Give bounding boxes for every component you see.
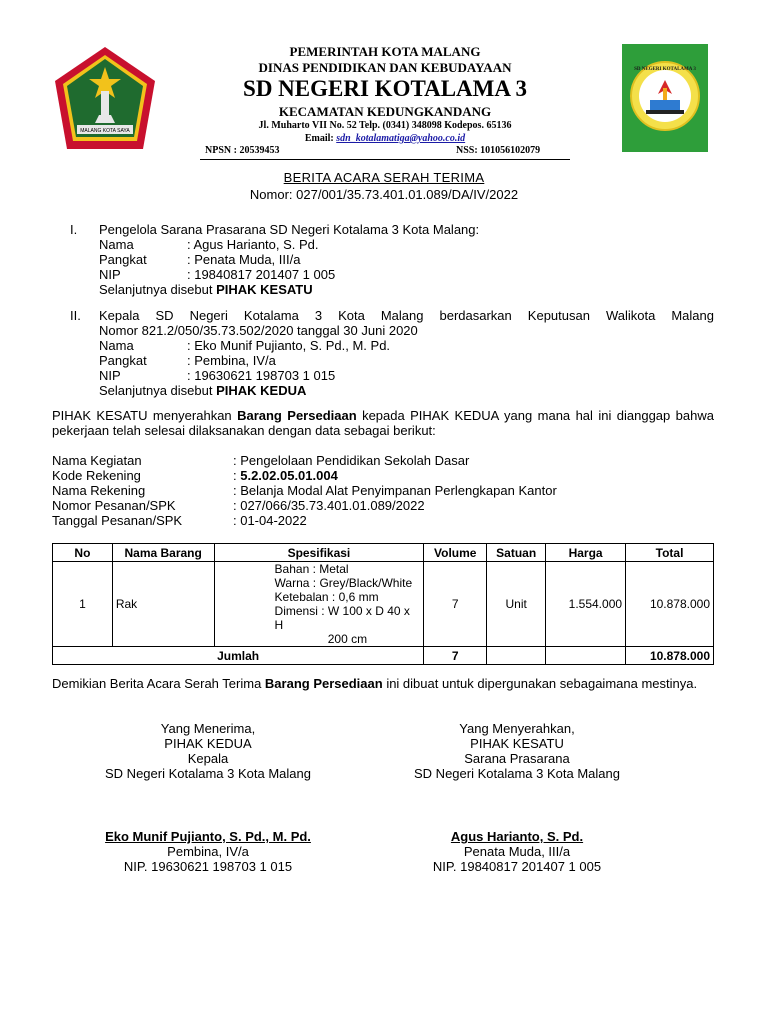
party1-intro: Pengelola Sarana Prasarana SD Negeri Kotalama 3 Kota Malang: xyxy=(99,222,480,237)
party1-rank-value: : Penata Muda, III/a xyxy=(187,252,301,267)
spec-line: 200 cm xyxy=(327,632,368,646)
sum-label: Jumlah xyxy=(53,647,424,665)
items-table xyxy=(52,543,714,665)
svg-text:SD NEGERI KOTALAMA 3: SD NEGERI KOTALAMA 3 xyxy=(634,67,696,72)
cell-total: 10.878.000 xyxy=(626,562,714,647)
cell-no: 1 xyxy=(53,562,113,647)
party2-name-value: : Eko Munif Pujianto, S. Pd., M. Pd. xyxy=(187,338,391,353)
cell-unit: Unit xyxy=(487,562,546,647)
district-name: KECAMATAN KEDUNGKANDANG xyxy=(278,104,492,119)
header-name: Nama Barang xyxy=(112,544,214,562)
party1-called: Selanjutnya disebut PIHAK KESATU xyxy=(99,282,313,297)
school-address: Jl. Muharto VII No. 52 Telp. (0341) 348098 Kodepos. 65136 xyxy=(258,120,512,131)
kota-malang-logo xyxy=(51,45,159,153)
sign-left-block xyxy=(58,721,358,781)
party2-name-label: Nama xyxy=(99,338,134,353)
table-row xyxy=(53,562,714,647)
party1-name-value: : Agus Harianto, S. Pd. xyxy=(187,237,319,252)
sign-left-role: Yang Menerima, xyxy=(160,721,256,736)
header-no: No xyxy=(53,544,113,562)
gov-name: PEMERINTAH KOTA MALANG xyxy=(289,44,481,59)
sign-right-org: SD Negeri Kotalama 3 Kota Malang xyxy=(414,766,620,781)
info-label-tanggal: Tanggal Pesanan/SPK xyxy=(52,513,183,528)
sign-left-name: Eko Munif Pujianto, S. Pd., M. Pd. xyxy=(105,829,311,844)
sign-left-org: SD Negeri Kotalama 3 Kota Malang xyxy=(105,766,311,781)
sign-right-title: Sarana Prasarana xyxy=(464,751,570,766)
party1-nip-label: NIP xyxy=(99,267,121,282)
table-header-row xyxy=(53,544,714,562)
party2-rank-value: : Pembina, IV/a xyxy=(187,353,276,368)
party1-rank-label: Pangkat xyxy=(99,252,147,267)
header-price: Harga xyxy=(546,544,626,562)
spec-line: Warna : Grey/Black/White xyxy=(274,576,413,590)
header-spec: Spesifikasi xyxy=(214,544,424,562)
sign-right-party: PIHAK KESATU xyxy=(470,736,564,751)
cell-spec xyxy=(214,562,424,647)
school-logo xyxy=(622,44,708,152)
nss: NSS: 101056102079 xyxy=(456,145,541,156)
info-label-spk: Nomor Pesanan/SPK xyxy=(52,498,176,513)
info-value-kegiatan: : Pengelolaan Pendidikan Sekolah Dasar xyxy=(233,453,470,468)
svg-text:MALANG KOTA SAYA: MALANG KOTA SAYA xyxy=(80,128,130,134)
sum-price xyxy=(546,647,626,665)
party2-intro-line2: Nomor 821.2/050/35.73.502/2020 tanggal 30 Juni 2020 xyxy=(99,323,418,338)
party2-roman: II. xyxy=(70,308,81,323)
dept-name: DINAS PENDIDIKAN DAN KEBUDAYAAN xyxy=(258,60,512,75)
party2-called: Selanjutnya disebut PIHAK KEDUA xyxy=(99,383,307,398)
party2-intro-line1: Kepala SD Negeri Kotalama 3 Kota Malang berdasarkan Keputusan Walikota Malang xyxy=(99,308,714,323)
sign-left-rank: Pembina, IV/a xyxy=(167,844,249,859)
spec-line: Dimensi : W 100 x D 40 x H xyxy=(274,604,410,632)
header-total: Total xyxy=(626,544,714,562)
table-sum-row xyxy=(53,647,714,665)
letterhead-rule xyxy=(200,159,570,160)
document-title: BERITA ACARA SERAH TERIMA xyxy=(283,170,485,185)
info-label-rekening: Nama Rekening xyxy=(52,483,146,498)
sign-right-identity xyxy=(367,829,667,874)
spec-line: Bahan : Metal xyxy=(274,562,349,576)
sign-right-rank: Penata Muda, III/a xyxy=(463,844,571,859)
email-label: Email: xyxy=(304,133,337,144)
cell-price: 1.554.000 xyxy=(546,562,626,647)
spec-line: Ketebalan : 0,6 mm xyxy=(274,590,379,604)
info-value-kode: : 5.2.02.05.01.004 xyxy=(233,468,338,483)
header-volume: Volume xyxy=(424,544,487,562)
sign-left-nip: NIP. 19630621 198703 1 015 xyxy=(123,859,293,874)
header-unit: Satuan xyxy=(487,544,546,562)
info-value-spk: : 027/066/35.73.401.01.089/2022 xyxy=(233,498,425,513)
party1-nip-value: : 19840817 201407 1 005 xyxy=(187,267,336,282)
school-name: SD NEGERI KOTALAMA 3 xyxy=(243,76,527,101)
sum-total: 10.878.000 xyxy=(626,647,714,665)
party1-roman: I. xyxy=(70,222,78,237)
sum-unit xyxy=(487,647,546,665)
cell-volume: 7 xyxy=(424,562,487,647)
sign-right-nip: NIP. 19840817 201407 1 005 xyxy=(432,859,602,874)
npsn: NPSN : 20539453 xyxy=(205,145,280,156)
party2-nip-label: NIP xyxy=(99,368,121,383)
document-number: Nomor: 027/001/35.73.401.01.089/DA/IV/2022 xyxy=(249,187,519,202)
handover-paragraph: PIHAK KESATU menyerahkan Barang Persediaan kepada PIHAK KEDUA yang mana hal ini dianggap bahwa pekerjaan telah selesai dilaksanakan dengan data sebagai berikut: xyxy=(52,408,714,438)
info-label-kode: Kode Rekening xyxy=(52,468,141,483)
cell-name: Rak xyxy=(112,562,214,647)
party2-rank-label: Pangkat xyxy=(99,353,147,368)
sum-volume: 7 xyxy=(424,647,487,665)
info-value-tanggal: : 01-04-2022 xyxy=(233,513,307,528)
closing-paragraph: Demikian Berita Acara Serah Terima Barang Persediaan ini dibuat untuk dipergunakan sebagaimana mestinya. xyxy=(52,676,698,691)
sign-left-identity xyxy=(58,829,358,874)
sign-left-party: PIHAK KEDUA xyxy=(164,736,252,751)
sign-right-block xyxy=(367,721,667,781)
sign-right-role: Yang Menyerahkan, xyxy=(459,721,575,736)
sign-left-title: Kepala xyxy=(187,751,229,766)
sign-right-name: Agus Harianto, S. Pd. xyxy=(450,829,584,844)
email-line xyxy=(160,133,610,144)
party1-name-label: Nama xyxy=(99,237,134,252)
info-label-kegiatan: Nama Kegiatan xyxy=(52,453,142,468)
email-link[interactable]: sdn_kotalamatiga@yahoo.co.id xyxy=(336,133,466,144)
info-value-rekening: : Belanja Modal Alat Penyimpanan Perlengkapan Kantor xyxy=(233,483,557,498)
party2-nip-value: : 19630621 198703 1 015 xyxy=(187,368,336,383)
